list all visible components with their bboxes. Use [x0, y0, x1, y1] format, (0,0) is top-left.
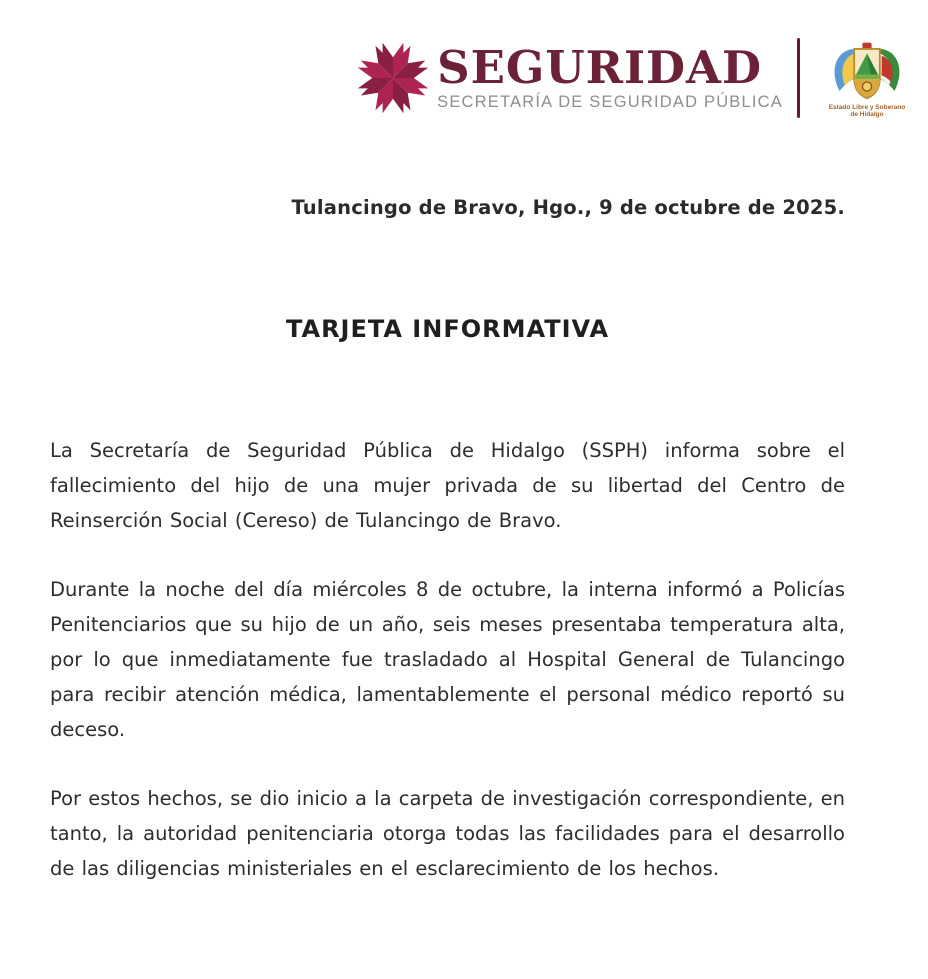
brand-subtitle: SECRETARÍA DE SEGURIDAD PÚBLICA [437, 92, 783, 111]
brand-title: SEGURIDAD [437, 40, 762, 94]
paragraph-2: Durante la noche del día miércoles 8 de octubre, la interna informó a Policías Penitenciarios que su hijo de un año, seis meses presentaba temperatura alta, por lo que inmediatamente fue trasladado al Hospital General de Tulancingo para recibir atención médica, lamentablemente el personal médico reportó su deceso. [50, 578, 845, 741]
crest-block [816, 38, 918, 119]
dateline: Tulancingo de Bravo, Hgo., 9 de octubre de 2025. [291, 196, 845, 219]
crest-caption-line2: de Hidalgo [850, 111, 884, 118]
crest-caption [829, 104, 906, 119]
crest-caption-line1: Estado Libre y Soberano [828, 103, 906, 111]
document-title: TARJETA INFORMATIVA [285, 315, 610, 343]
seguridad-star-icon [353, 34, 433, 122]
paragraph-1: La Secretaría de Seguridad Pública de Hidalgo (SSPH) informa sobre el fallecimiento del hijo de una mujer privada de su libertad del Centro de Reinserción Social (Cereso) de Tulancingo de Bravo. [50, 439, 845, 532]
paragraph-3: Por estos hechos, se dio inicio a la carpeta de investigación correspondiente, en tanto, la autoridad penitenciaria otorga todas las facilidades para el desarrollo de las diligencias ministeriales en el esclarecimiento de los hechos. [50, 787, 845, 880]
hidalgo-coat-of-arms-icon [819, 38, 915, 102]
header [0, 0, 928, 122]
document-content [50, 196, 845, 886]
brand-block [437, 40, 783, 112]
header-divider [797, 38, 800, 118]
